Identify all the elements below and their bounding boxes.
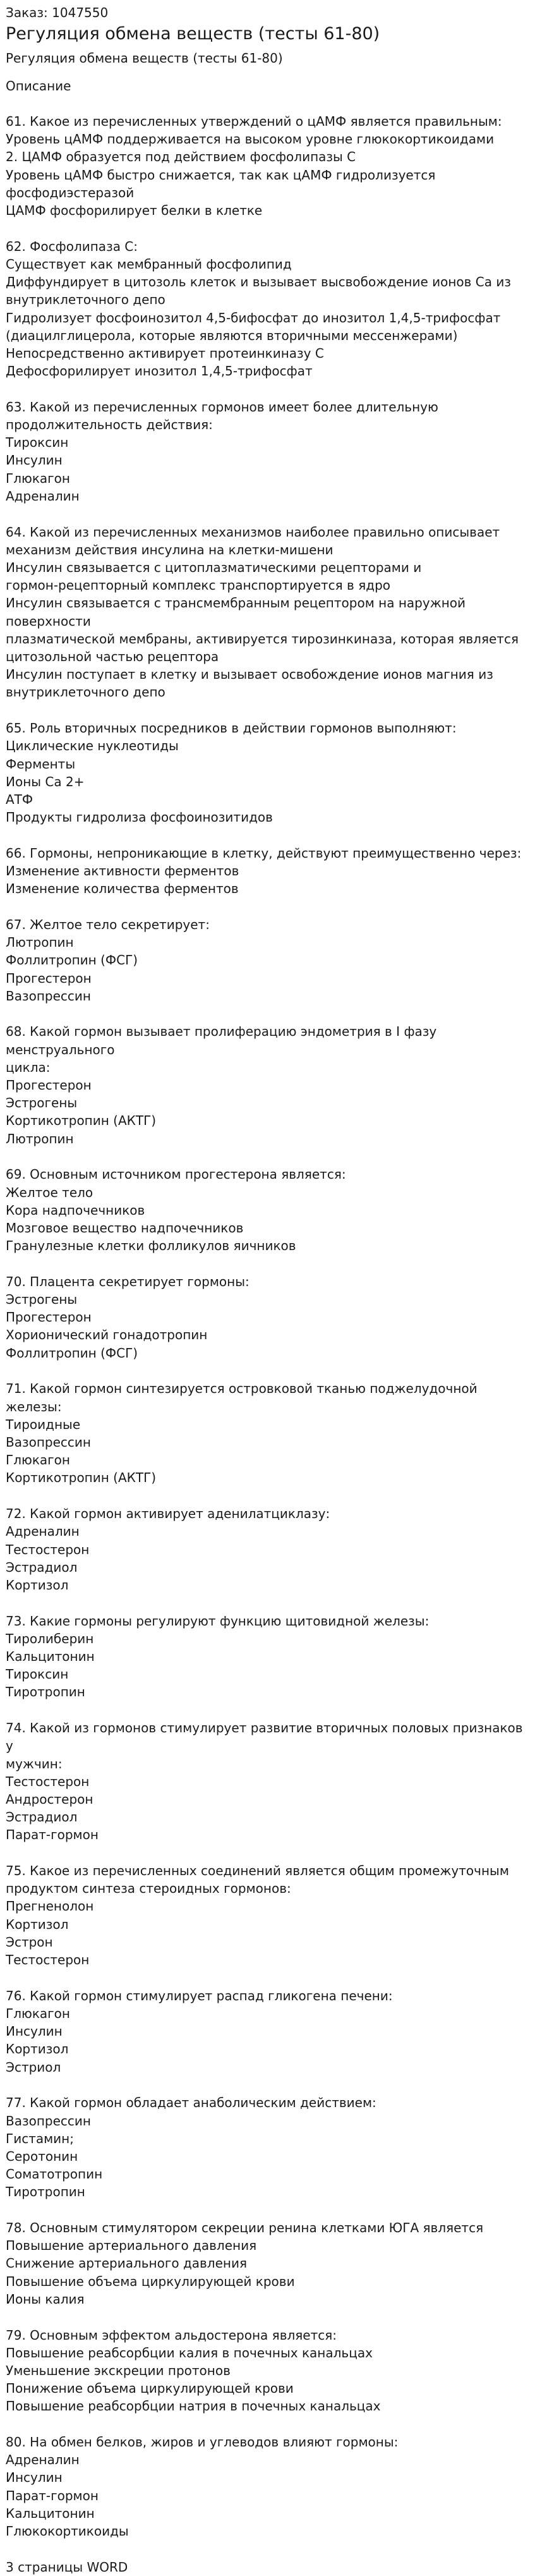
question-text: 76. Какой гормон стимулирует распад гликогена печени: xyxy=(6,1988,393,2003)
answer-option: Адреналин xyxy=(6,2452,80,2468)
answer-option: Инсулин xyxy=(6,2024,63,2039)
answer-option: Вазопрессин xyxy=(6,2113,91,2129)
answer-option: продуктом синтеза стероидных гормонов: xyxy=(6,1881,291,1897)
question-block xyxy=(6,2433,529,2540)
question-text: 77. Какой гормон обладает анаболическим действием: xyxy=(6,2095,376,2111)
answer-option: Тестостерон xyxy=(6,1773,90,1789)
answer-option: Глюкагон xyxy=(6,2005,70,2021)
answer-option: АТФ xyxy=(6,791,33,807)
answer-option: Продукты гидролиза фосфоинозитидов xyxy=(6,810,273,825)
question-block xyxy=(6,398,529,505)
answer-option: (диацилглицерола, которые являются вторичными мессенжерами) xyxy=(6,327,458,343)
answer-option: Глюкокортикоиды xyxy=(6,2524,129,2539)
question-text: 80. На обмен белков, жиров и углеводов влияют гормоны: xyxy=(6,2434,399,2450)
question-block xyxy=(6,719,529,826)
answer-option: Ионы калия xyxy=(6,2291,85,2307)
answer-option: Вазопрессин xyxy=(6,1435,91,1450)
answer-option: Лютропин xyxy=(6,935,74,951)
answer-option: внутриклеточного депо xyxy=(6,292,165,308)
question-block xyxy=(6,2094,529,2201)
answer-option: Тестостерон xyxy=(6,1541,90,1557)
answer-option: Уровень цАМФ поддерживается на высоком уровне глюкокортикоидами xyxy=(6,131,495,147)
question-block xyxy=(6,112,529,219)
answer-option: Тестостерон xyxy=(6,1952,90,1968)
answer-option: Лютропин xyxy=(6,1131,74,1146)
question-text: 78. Основным стимулятором секреции ренина клетками ЮГА является xyxy=(6,2220,484,2236)
question-text: 64. Какой из перечисленных механизмов наиболее правильно описывает xyxy=(6,524,500,540)
question-text: 70. Плацента секретирует гормоны: xyxy=(6,1273,249,1289)
answer-option: фосфодиэстеразой xyxy=(6,185,135,200)
answer-option: Андростерон xyxy=(6,1791,93,1807)
answer-option: Изменение активности ферментов xyxy=(6,863,239,879)
answer-option: Понижение объема циркулирующей крови xyxy=(6,2381,294,2397)
answer-option: Прогестерон xyxy=(6,970,92,986)
answer-option: Ферменты xyxy=(6,756,76,772)
answer-option: Повышение реабсорбции натрия в почечных канальцах xyxy=(6,2398,381,2414)
question-text: 67. Желтое тело секретирует: xyxy=(6,916,210,932)
answer-option: Кортикотропин (АКТГ) xyxy=(6,1113,157,1129)
question-block xyxy=(6,1719,529,1844)
question-block xyxy=(6,2219,529,2308)
questions-list xyxy=(6,112,529,2540)
question-block xyxy=(6,1862,529,1969)
answer-option: Дефосфорилирует инозитол 1,4,5-трифосфат xyxy=(6,363,313,379)
question-text: 75. Какое из перечисленных соединений является общим промежуточным xyxy=(6,1863,509,1879)
question-text: 69. Основным источником прогестерона является: xyxy=(6,1167,346,1182)
description-label: Описание xyxy=(6,78,71,94)
question-text: 79. Основным эффектом альдостерона является: xyxy=(6,2327,337,2343)
question-block xyxy=(6,2326,529,2415)
answer-option: Прегненолон xyxy=(6,1899,94,1914)
answer-option: Существует как мембранный фосфолипид xyxy=(6,256,292,272)
answer-option: Тиролиберин xyxy=(6,1631,94,1646)
answer-option: Повышение реабсорбции калия в почечных канальцах xyxy=(6,2345,373,2360)
answer-option: Мозговое вещество надпочечников xyxy=(6,1220,244,1236)
answer-option: Эстрадиол xyxy=(6,1559,78,1575)
question-block xyxy=(6,1380,529,1486)
question-text: 72. Какой гормон активирует аденилатциклазу: xyxy=(6,1506,330,1522)
order-number: Заказ: 1047550 xyxy=(6,5,109,20)
answer-option: Инсулин xyxy=(6,2470,63,2486)
answer-option: Эстрогены xyxy=(6,1292,78,1308)
answer-option: Адреналин xyxy=(6,1524,80,1540)
question-text: 61. Какое из перечисленных утверждений о цАМФ является правильным: xyxy=(6,114,502,129)
answer-option: Непосредственно активирует протеинкиназу С xyxy=(6,345,324,361)
question-block xyxy=(6,916,529,1005)
answer-option: Кортикотропин (АКТГ) xyxy=(6,1470,157,1486)
answer-option: Уровень цАМФ быстро снижается, так как цАМФ гидролизуется xyxy=(6,167,436,183)
answer-option: Гранулезные клетки фолликулов яичников xyxy=(6,1238,296,1254)
answer-option: продолжительность действия: xyxy=(6,417,213,433)
question-block xyxy=(6,1023,529,1147)
answer-option: Фоллитропин (ФСГ) xyxy=(6,952,138,968)
answer-option: Кортизол xyxy=(6,2041,69,2057)
page-title: Регуляция обмена веществ (тесты 61-80) xyxy=(6,24,380,44)
answer-option: Прогестерон xyxy=(6,1078,92,1093)
answer-option: мужчин: xyxy=(6,1756,63,1771)
answer-option: Желтое тело xyxy=(6,1184,93,1200)
question-text: 62. Фосфолипаза С: xyxy=(6,238,138,254)
question-block xyxy=(6,238,529,380)
question-text: 71. Какой гормон синтезируется островковой тканью поджелудочной железы: xyxy=(6,1381,478,1414)
answer-option: Гидролизует фосфоинозитол 4,5-бифосфат до инозитол 1,4,5-трифосфат xyxy=(6,310,501,325)
question-text: 74. Какой из гормонов стимулирует развитие вторичных половых признаков у xyxy=(6,1720,523,1754)
question-block xyxy=(6,1987,529,2076)
question-text: 73. Какие гормоны регулируют функцию щитовидной железы: xyxy=(6,1613,430,1629)
answer-option: Адреналин xyxy=(6,488,80,504)
answer-option: гормон-рецепторный комплекс транспортируется в ядро xyxy=(6,578,390,593)
answer-option: Тироксин xyxy=(6,435,69,451)
answer-option: Повышение объема циркулирующей крови xyxy=(6,2273,295,2289)
answer-option: Инсулин связывается с трансмембранным рецептором на наружной поверхности xyxy=(6,595,466,629)
answer-option: Хорионический гонадотропин xyxy=(6,1327,208,1343)
answer-option: Инсулин поступает в клетку и вызывает освобождение ионов магния из xyxy=(6,667,493,683)
answer-option: Кальцитонин xyxy=(6,1649,95,1665)
question-text: 68. Какой гормон вызывает пролиферацию эндометрия в I фазу менструального xyxy=(6,1024,437,1057)
answer-option: Циклические нуклеотиды xyxy=(6,738,179,754)
answer-option: Серотонин xyxy=(6,2148,78,2164)
answer-option: Изменение количества ферментов xyxy=(6,881,239,897)
answer-option: Фоллитропин (ФСГ) xyxy=(6,1345,138,1361)
answer-option: Вазопрессин xyxy=(6,988,91,1004)
answer-option: Эстриол xyxy=(6,2059,61,2075)
answer-option: Глюкагон xyxy=(6,470,70,486)
question-block xyxy=(6,1505,529,1594)
answer-option: внутриклеточного депо xyxy=(6,684,165,700)
answer-option: Уменьшение экскреции протонов xyxy=(6,2362,231,2378)
answer-option: Глюкагон xyxy=(6,1452,70,1468)
answer-option: Эстрогены xyxy=(6,1095,78,1111)
answer-option: Соматотропин xyxy=(6,2166,103,2182)
answer-option: плазматической мембраны, активируется тирозинкиназа, которая является xyxy=(6,631,519,647)
answer-option: Ионы Са 2+ xyxy=(6,774,85,789)
answer-option: Тироидные xyxy=(6,1416,81,1432)
answer-option: цикла: xyxy=(6,1059,51,1075)
question-text: 63. Какой из перечисленных гормонов имеет более длительную xyxy=(6,399,438,415)
answer-option: Повышение артериального давления xyxy=(6,2238,257,2254)
answer-option: Инсулин xyxy=(6,453,63,468)
answer-option: Парат-гормон xyxy=(6,2488,99,2503)
answer-option: Диффундирует в цитозоль клеток и вызывает высвобождение ионов Са из xyxy=(6,274,512,290)
question-block xyxy=(6,1165,529,1255)
answer-option: Эстрон xyxy=(6,1934,53,1950)
question-block xyxy=(6,1612,529,1701)
answer-option: Инсулин связывается с цитоплазматическими рецепторами и xyxy=(6,559,422,575)
answer-option: Эстрадиол xyxy=(6,1809,78,1825)
answer-option: Снижение артериального давления xyxy=(6,2256,248,2271)
page-count-footer: 3 страницы WORD xyxy=(6,2559,128,2575)
page-subtitle: Регуляция обмена веществ (тесты 61-80) xyxy=(6,51,283,66)
question-block xyxy=(6,523,529,702)
question-text: 65. Роль вторичных посредников в действии гормонов выполняют: xyxy=(6,720,457,736)
answer-option: Парат-гормон xyxy=(6,1827,99,1843)
answer-option: 2. ЦАМФ образуется под действием фосфолипазы С xyxy=(6,149,356,165)
question-block xyxy=(6,1273,529,1362)
answer-option: Гистамин; xyxy=(6,2130,74,2146)
answer-option: механизм действия инсулина на клетки-мишени xyxy=(6,542,334,557)
answer-option: цитозольной частью рецептора xyxy=(6,648,219,664)
answer-option: ЦАМФ фосфорилирует белки в клетке xyxy=(6,203,263,219)
answer-option: Тиротропин xyxy=(6,2184,85,2200)
answer-option: Прогестерон xyxy=(6,1309,92,1325)
answer-option: Тиротропин xyxy=(6,1684,85,1700)
answer-option: Кортизол xyxy=(6,1916,69,1932)
answer-option: Кора надпочечников xyxy=(6,1202,145,1218)
question-block xyxy=(6,844,529,898)
answer-option: Кальцитонин xyxy=(6,2505,95,2521)
answer-option: Тироксин xyxy=(6,1667,69,1682)
question-text: 66. Гормоны, непроникающие в клетку, действуют преимущественно через: xyxy=(6,845,522,861)
answer-option: Кортизол xyxy=(6,1577,69,1593)
